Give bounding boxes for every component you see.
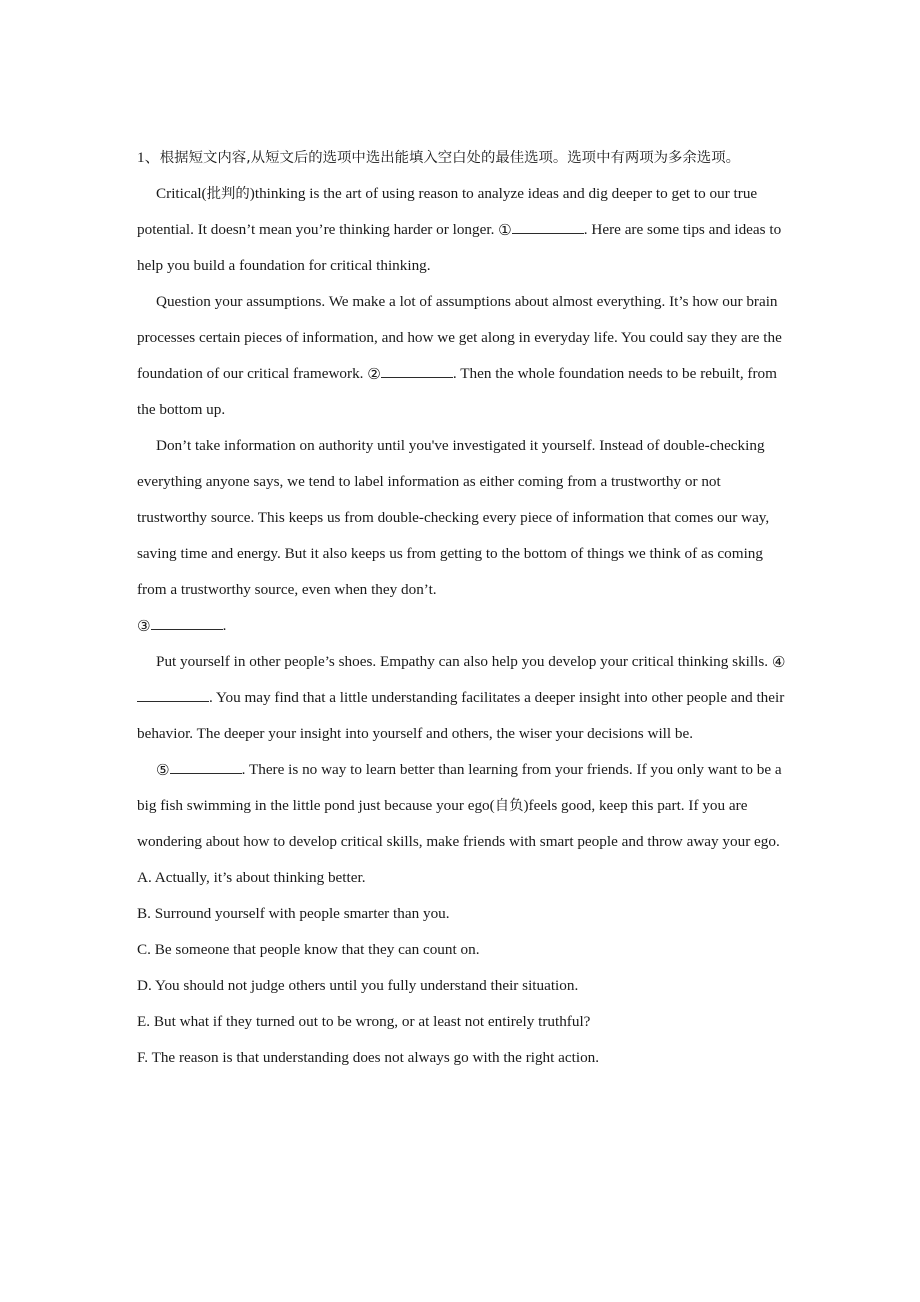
instruction-number: 1、 xyxy=(137,149,160,166)
answer-option[interactable] xyxy=(137,968,787,1004)
blank-number-marker: ② xyxy=(367,364,381,383)
answer-option[interactable] xyxy=(137,1004,787,1040)
answer-option[interactable] xyxy=(137,860,787,896)
passage-text: . You may find that a little understanding facilitates a deeper insight into other people and their behavior. The deeper your insight into yourself and others, the wiser your decisions will be. xyxy=(137,689,785,742)
passage-text: Critical( xyxy=(156,185,207,202)
chinese-gloss: 自负 xyxy=(494,798,524,814)
passage-paragraph xyxy=(137,284,787,428)
answer-option-text: Be someone that people know that they can count on. xyxy=(154,941,480,958)
worksheet-page xyxy=(137,140,787,1076)
answer-option-label: B. xyxy=(137,905,151,922)
answer-blank[interactable] xyxy=(512,220,584,234)
passage-text: . There is no way to learn better than learning from your friends. If you only want to be a big fish swimming in the little pond just because your ego( xyxy=(137,761,782,814)
answer-option-label: F. xyxy=(137,1049,149,1066)
passage-text: . Then the whole foundation needs to be rebuilt, from the bottom up. xyxy=(137,365,777,418)
answer-options-list xyxy=(137,860,787,1076)
answer-option-label: E. xyxy=(137,1013,151,1030)
blank-number-marker: ④ xyxy=(771,652,786,671)
instruction-text: 根据短文内容,从短文后的选项中选出能填入空白处的最佳选项。选项中有两项为多余选项。 xyxy=(159,150,740,166)
answer-option-text: The reason is that understanding does not always go with the right action. xyxy=(151,1049,600,1066)
passage-text: )feels good, keep this part. If you are wondering about how to develop critical skills, make friends with smart people and throw away your ego. xyxy=(137,797,780,850)
passage-text: Question your assumptions. We make a lot of assumptions about almost everything. It’s how our brain processes certain pieces of information, and how we get along in everyday life. You could say they are the foundation of our critical framework. xyxy=(137,293,782,382)
passage-paragraph xyxy=(137,752,787,860)
answer-option-text: You should not judge others until you fully understand their situation. xyxy=(155,977,579,994)
instruction-line xyxy=(137,140,787,176)
passage-text: Don’t take information on authority until you've investigated it yourself. Instead of double-checking everything anyone says, we tend to label information as either coming from a trustworthy or not trustworthy source. This keeps us from double-checking every piece of information that comes our way, saving time and energy. But it also keeps us from getting to the bottom of things we think of as coming from a trustworthy source, even when they don’t. xyxy=(137,437,770,598)
blank-number-marker: ⑤ xyxy=(156,760,170,779)
answer-blank[interactable] xyxy=(137,688,209,702)
passage-text: . xyxy=(222,617,227,634)
chinese-gloss: 批判的 xyxy=(206,186,250,202)
answer-option-label: A. xyxy=(137,869,152,886)
passage-text: Put yourself in other people’s shoes. Empathy can also help you develop your critical thinking skills. xyxy=(156,653,772,670)
passage-paragraph xyxy=(137,176,787,284)
answer-option-text: But what if they turned out to be wrong, or at least not entirely truthful? xyxy=(153,1013,591,1030)
answer-option[interactable] xyxy=(137,1040,787,1076)
answer-blank[interactable] xyxy=(151,616,223,630)
passage-text: . Here are some tips and ideas to help you build a foundation for critical thinking. xyxy=(137,221,782,274)
passage-text: )thinking is the art of using reason to analyze ideas and dig deeper to get to our true potential. It doesn’t mean you’re thinking harder or longer. xyxy=(137,185,758,238)
passage-paragraph xyxy=(137,608,787,644)
passage-body xyxy=(137,176,787,860)
answer-blank[interactable] xyxy=(381,364,453,378)
answer-option[interactable] xyxy=(137,932,787,968)
answer-option-label: D. xyxy=(137,977,152,994)
answer-option-text: Surround yourself with people smarter than you. xyxy=(154,905,450,922)
answer-blank[interactable] xyxy=(170,760,242,774)
blank-number-marker: ③ xyxy=(137,616,151,635)
answer-option-text: Actually, it’s about thinking better. xyxy=(154,869,366,886)
passage-paragraph xyxy=(137,428,787,608)
blank-number-marker: ① xyxy=(498,220,512,239)
answer-option-label: C. xyxy=(137,941,151,958)
answer-option[interactable] xyxy=(137,896,787,932)
passage-paragraph xyxy=(137,644,787,752)
